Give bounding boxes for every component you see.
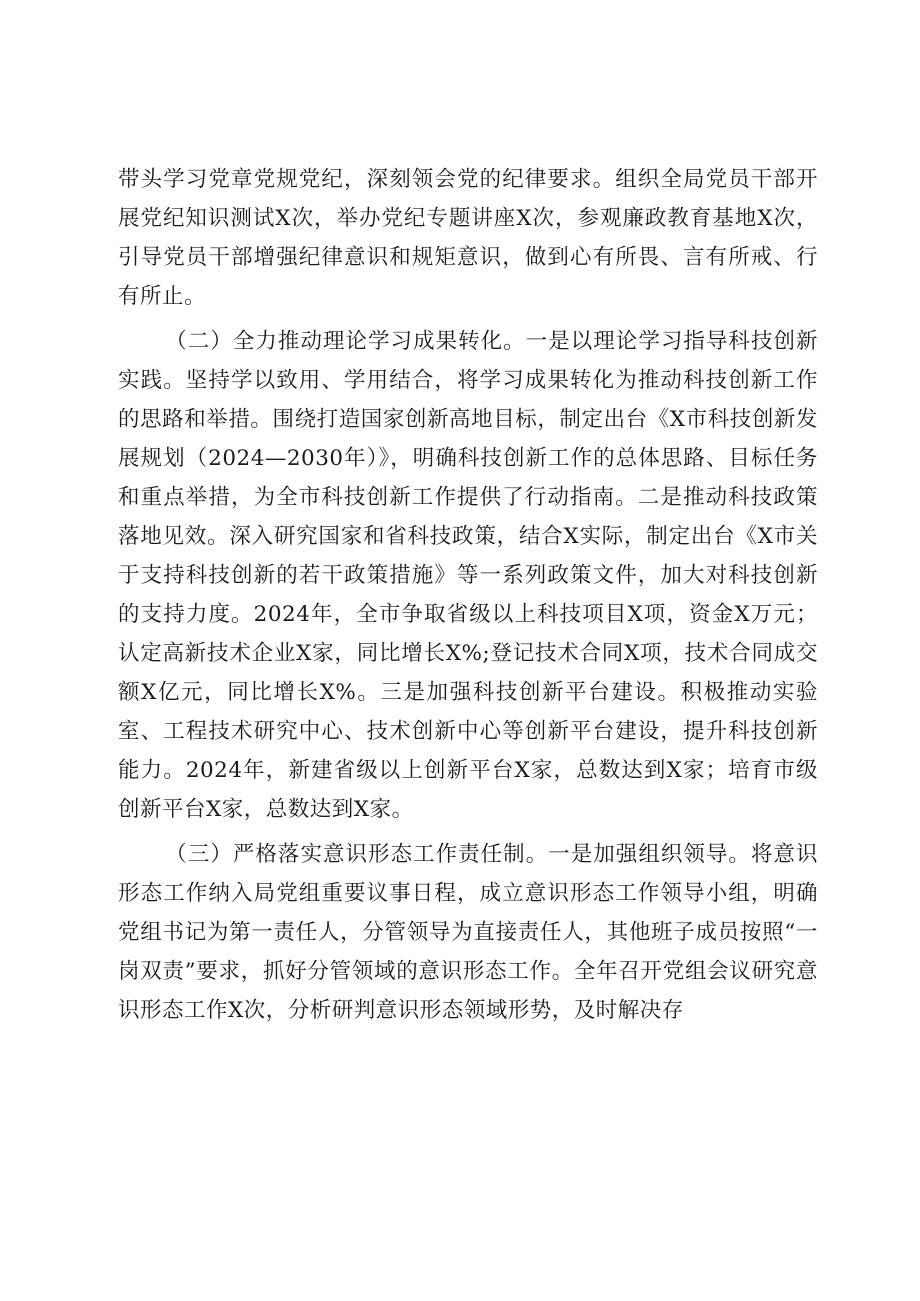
paragraph-continuation: 带头学习党章党规党纪，深刻领会党的纪律要求。组织全局党员干部开展党纪知识测试X次，举办党纪专题讲座X次，参观廉政教育基地X次，引导党员干部增强纪律意识和规矩意识，做到心有所畏、言有所戒、行有所止。 (118, 167, 818, 309)
paragraph-ideology-responsibility: （三）严格落实意识形态工作责任制。一是加强组织领导。将意识形态工作纳入局党组重要议事日程，成立意识形态工作领导小组，明确党组书记为第一责任人，分管领导为直接责任人，其他班子成员按照“一岗双责”要求，抓好分管领域的意识形态工作。全年召开党组会议研究意识形态工作X次，分析研判意识形态领域形势，及时解决存 (118, 842, 818, 1023)
body-text (118, 160, 818, 1030)
paragraph-theory-results: （二）全力推动理论学习成果转化。一是以理论学习指导科技创新实践。坚持学以致用、学用结合，将学习成果转化为推动科技创新工作的思路和举措。围绕打造国家创新高地目标，制定出台《X市科技创新发展规划（2024—2030年）》，明确科技创新工作的总体思路、目标任务和重点举措，为全市科技创新工作提供了行动指南。二是推动科技政策落地见效。深入研究国家和省科技政策，结合X实际，制定出台《X市关于支持科技创新的若干政策措施》等一系列政策文件，加大对科技创新的支持力度。2024年，全市争取省级以上科技项目X项，资金X万元；认定高新技术企业X家，同比增长X%;登记技术合同X项，技术合同成交额X亿元，同比增长X%。三是加强科技创新平台建设。积极推动实验室、工程技术研究中心、技术创新中心等创新平台建设，提升科技创新能力。2024年，新建省级以上创新平台X家，总数达到X家；培育市级创新平台X家，总数达到X家。 (118, 329, 818, 822)
